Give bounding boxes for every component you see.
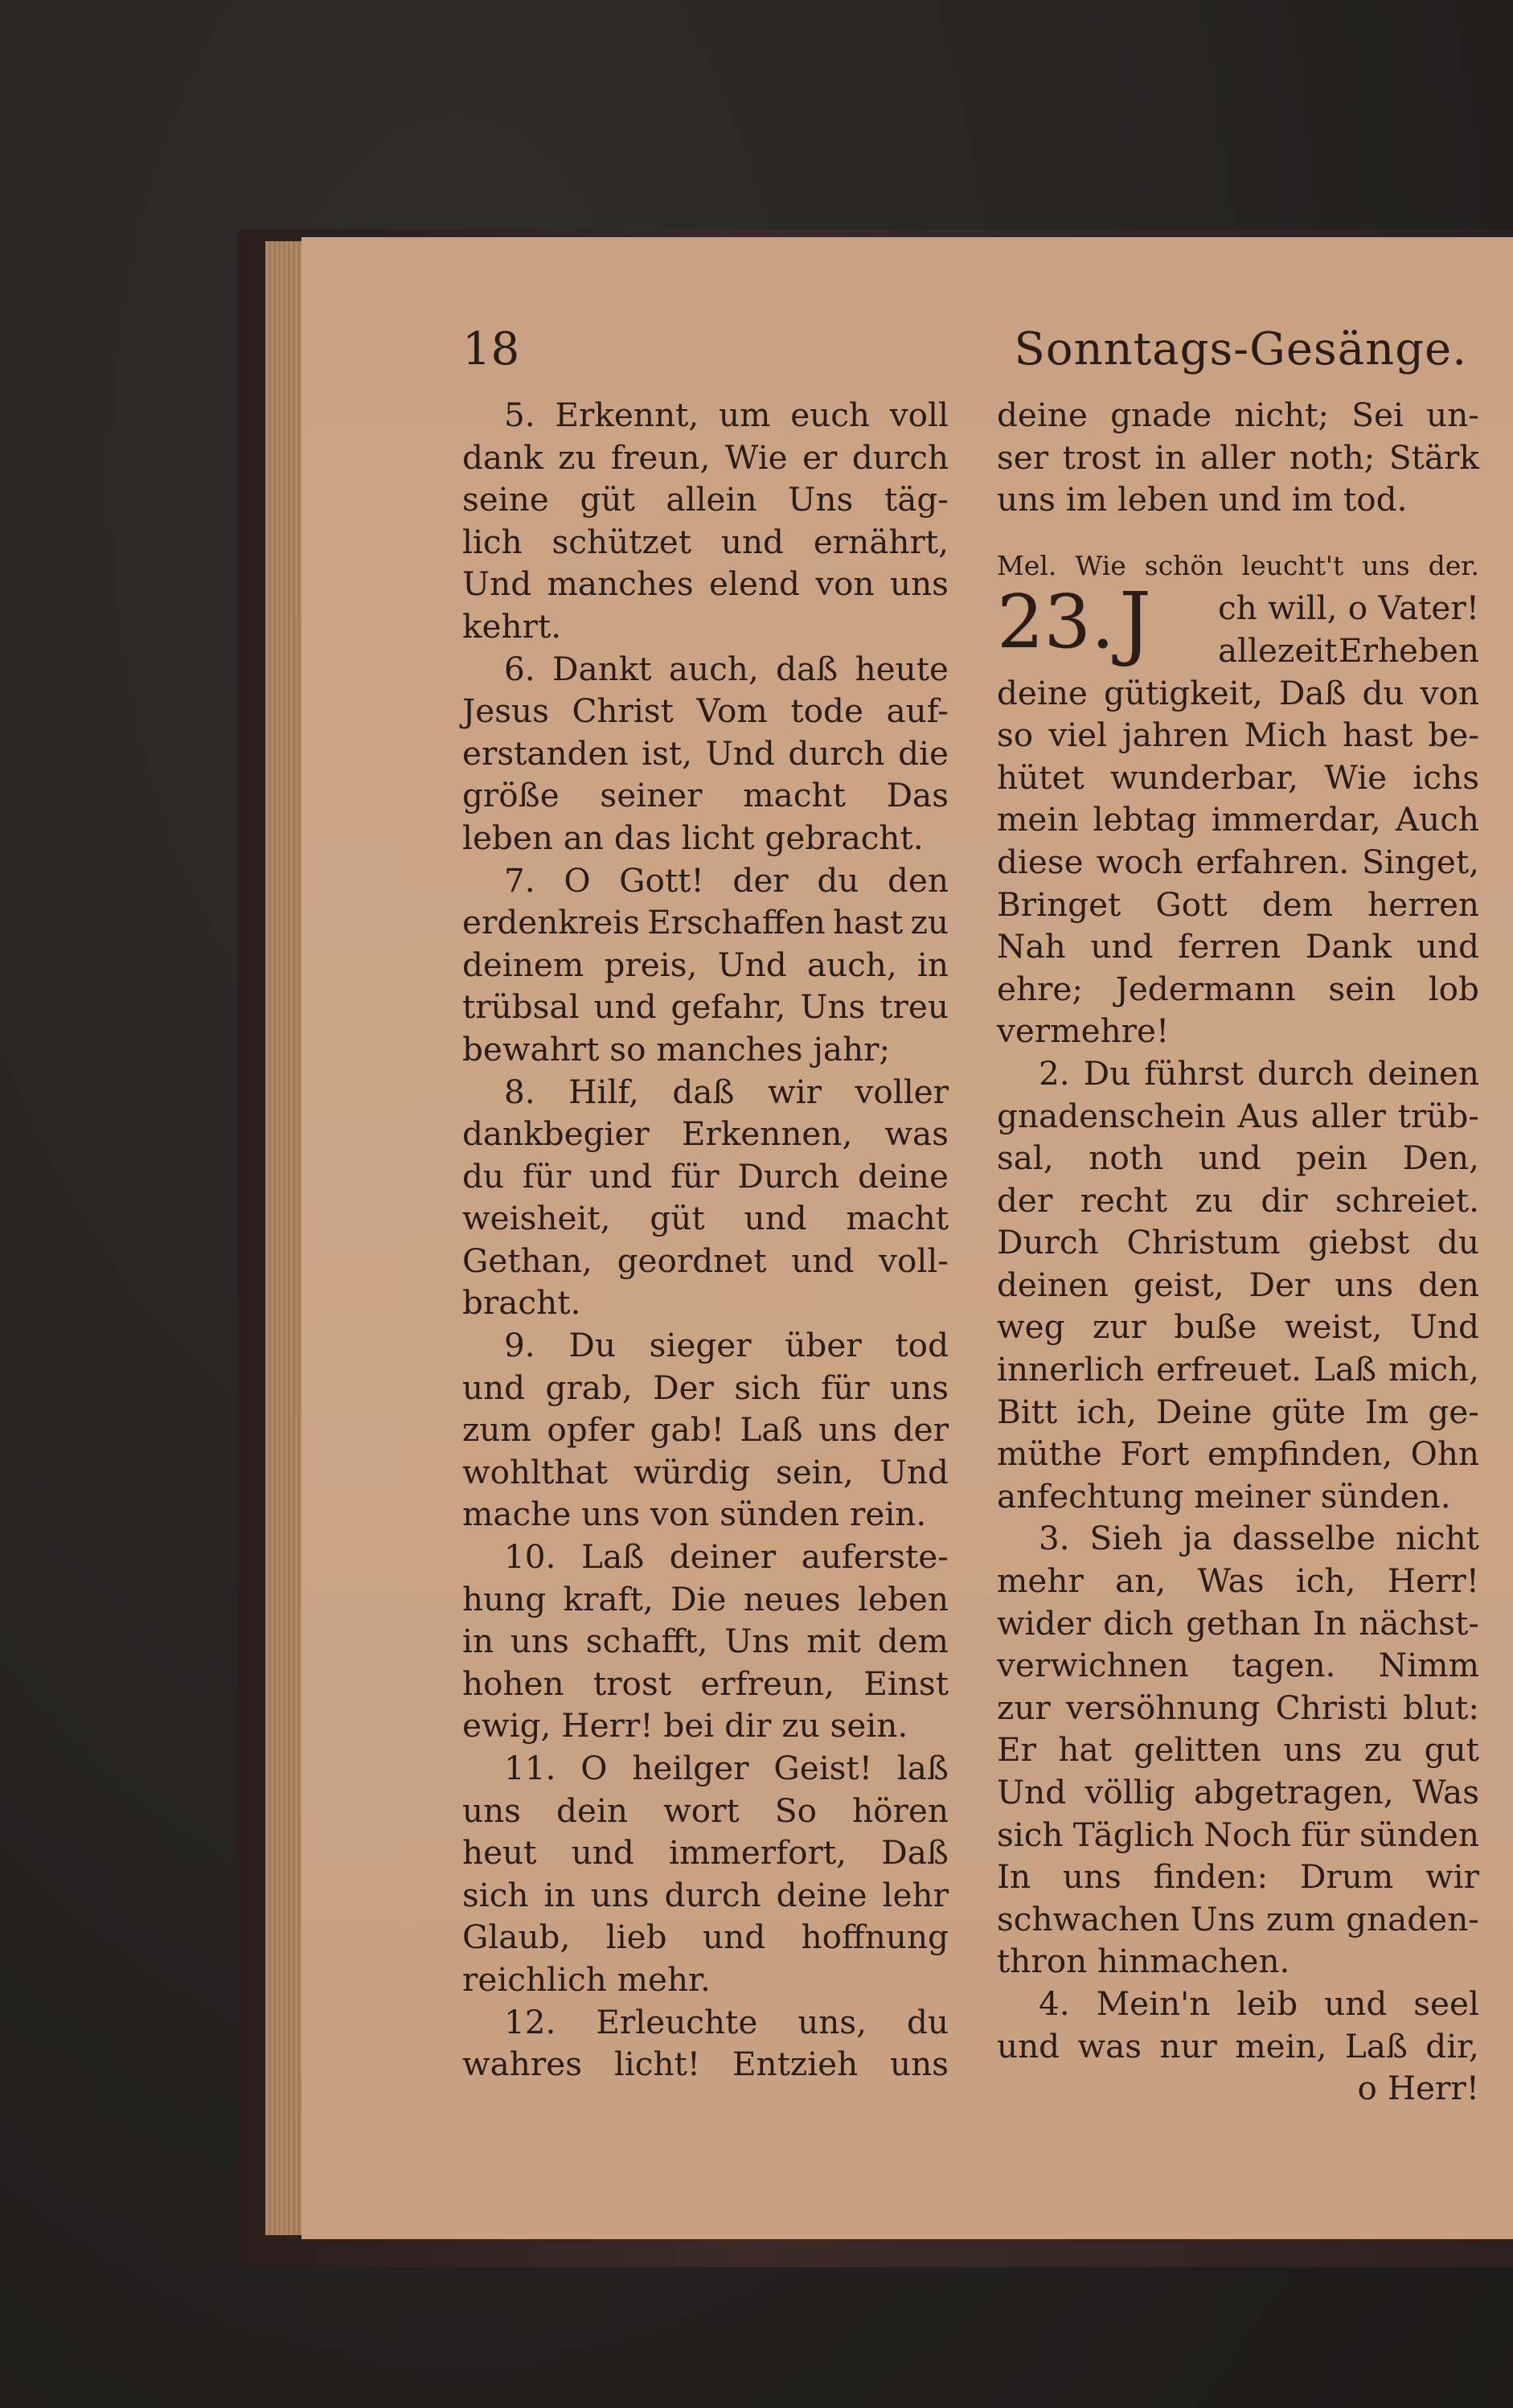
text-line: 8. Hilf, daß wir voller: [504, 1072, 949, 1111]
text-line: Bringet Gott dem herren: [997, 884, 1479, 924]
text-line: In uns finden: Drum wir: [997, 1857, 1479, 1897]
text-line: leben an das licht gebracht.: [462, 818, 924, 857]
text-line: ser trost in aller noth; Stärk: [997, 437, 1479, 477]
text-line: deine gütigkeit, Daß du von: [997, 673, 1479, 712]
text-line: vermehre!: [997, 1011, 1170, 1051]
text-line: wider dich gethan In nächst-: [997, 1603, 1479, 1643]
text-line: mache uns von sünden rein.: [462, 1495, 927, 1534]
left-column: [462, 394, 949, 2086]
text-line: erdenkreis Erschaffen hast zu: [462, 903, 949, 942]
page-number: 18: [462, 323, 520, 375]
text-line: deinen geist, Der uns den: [997, 1265, 1479, 1304]
text-line: uns im leben und im tod.: [997, 480, 1408, 519]
text-line: uns dein wort So hören: [462, 1791, 949, 1830]
text-line: verwichnen tagen. Nimm: [997, 1646, 1479, 1685]
text-line: schwachen Uns zum gnaden-: [997, 1899, 1479, 1938]
text-line: größe seiner macht Das: [462, 776, 949, 815]
text-line: o Herr!: [1357, 2069, 1479, 2108]
text-line: Durch Christum giebst du: [997, 1223, 1479, 1262]
text-line: und grab, Der sich für uns: [462, 1368, 949, 1407]
text-line: Glaub, lieb und hoffnung: [462, 1918, 949, 1957]
text-line: ehre; Jedermann sein lob: [997, 969, 1479, 1008]
hymn-first-line: ch will, o Vater!: [1218, 589, 1479, 628]
text-line: dank zu freun, Wie er durch: [462, 437, 949, 477]
text-line: mein lebtag immerdar, Auch: [997, 800, 1479, 839]
running-title: Sonntags-Gesänge.: [1014, 323, 1467, 375]
text-line: diese woch erfahren. Singet,: [997, 842, 1479, 881]
text-line: weg zur buße weist, Und: [997, 1307, 1479, 1347]
text-line: wohlthat würdig sein, Und: [462, 1452, 949, 1491]
text-line: deine gnade nicht; Sei un-: [997, 396, 1479, 434]
right-column: [997, 394, 1479, 2110]
text-line: hütet wunderbar, Wie ichs: [997, 757, 1479, 797]
text-line: allezeit Erheben: [1218, 630, 1479, 670]
text-line: 9. Du sieger über tod: [504, 1326, 949, 1365]
text-line: Bitt ich, Deine güte Im ge-: [997, 1392, 1479, 1431]
text-line: wahres licht! Entzieh uns: [462, 2045, 949, 2084]
text-line: mehr an, Was ich, Herr!: [997, 1561, 1479, 1601]
text-line: 3. Sieh ja dasselbe nicht: [1039, 1519, 1479, 1558]
text-line: [997, 521, 1479, 545]
text-line: Jesus Christ Vom tode auf-: [462, 691, 949, 731]
text-line: in uns schafft, Uns mit dem: [462, 1622, 949, 1661]
text-line: hung kraft, Die neues leben: [462, 1579, 949, 1618]
text-line: zur versöhnung Christi blut:: [997, 1688, 1479, 1727]
text-line: anfechtung meiner sünden.: [997, 1476, 1451, 1516]
text-line: lich schützet und ernährt,: [462, 522, 949, 561]
text-line: und was nur mein, Laß dir,: [997, 2026, 1479, 2065]
text-line: trübsal und gefahr, Uns treu: [462, 987, 949, 1027]
text-line: so viel jahren Mich hast be-: [997, 716, 1479, 755]
text-line: sal, noth und pein Den,: [997, 1138, 1479, 1178]
text-line: kehrt.: [462, 606, 562, 646]
text-line: ewig, Herr! bei dir zu sein.: [462, 1706, 908, 1745]
melody-line: Mel. Wie schön leucht't uns der.: [997, 549, 1479, 581]
text-line: Nah und ferren Dank und: [997, 927, 1479, 966]
book-page: [301, 237, 1513, 2239]
hymn-number: 23.: [997, 579, 1115, 666]
text-line: 11. O heilger Geist! laß: [504, 1749, 949, 1787]
text-line: 10. Laß deiner auferste-: [504, 1537, 949, 1577]
text-line: hohen trost erfreun, Einst: [462, 1663, 949, 1703]
text-line: 2. Du führst durch deinen: [1039, 1053, 1479, 1093]
text-line: müthe Fort empfinden, Ohn: [997, 1434, 1479, 1474]
text-line: bewahrt so manches jahr;: [462, 1029, 891, 1069]
text-line: Und manches elend von uns: [462, 564, 949, 604]
text-line: weisheit, güt und macht: [462, 1199, 949, 1238]
text-line: 4. Mein'n leib und seel: [1039, 1983, 1479, 2023]
text-line: 6. Dankt auch, daß heute: [504, 649, 949, 688]
text-line: innerlich erfreuet. Laß mich,: [997, 1350, 1479, 1389]
text-line: Und völlig abgetragen, Was: [997, 1773, 1479, 1811]
text-line: thron hinmachen.: [997, 1942, 1290, 1981]
text-line: gnadenschein Aus aller trüb-: [997, 1096, 1479, 1135]
text-line: 12. Erleuchte uns, du: [504, 2002, 949, 2041]
text-line: 7. O Gott! der du den: [504, 860, 949, 900]
text-line: erstanden ist, Und durch die: [462, 733, 949, 773]
text-line: heut und immerfort, Daß: [462, 1833, 949, 1873]
text-line: zum opfer gab! Laß uns der: [462, 1410, 949, 1450]
text-line: dankbegier Erkennen, was: [462, 1114, 949, 1154]
text-line: seine güt allein Uns täg-: [462, 480, 949, 519]
text-line: sich in uns durch deine lehr: [462, 1875, 949, 1914]
text-line: Gethan, geordnet und voll-: [462, 1241, 949, 1280]
text-line: du für und für Durch deine: [462, 1156, 949, 1196]
drop-initial: J: [1119, 575, 1152, 670]
page-header: [462, 314, 1467, 386]
text-line: deinem preis, Und auch, in: [462, 945, 949, 984]
text-line: bracht.: [462, 1283, 581, 1323]
text-line: sich Täglich Noch für sünden: [997, 1815, 1479, 1854]
text-line: reichlich mehr.: [462, 1959, 711, 1999]
text-line: 5. Erkennt, um euch voll: [504, 396, 949, 434]
text-line: Er hat gelitten uns zu gut: [997, 1730, 1479, 1770]
text-line: der recht zu dir schreiet.: [997, 1180, 1479, 1220]
